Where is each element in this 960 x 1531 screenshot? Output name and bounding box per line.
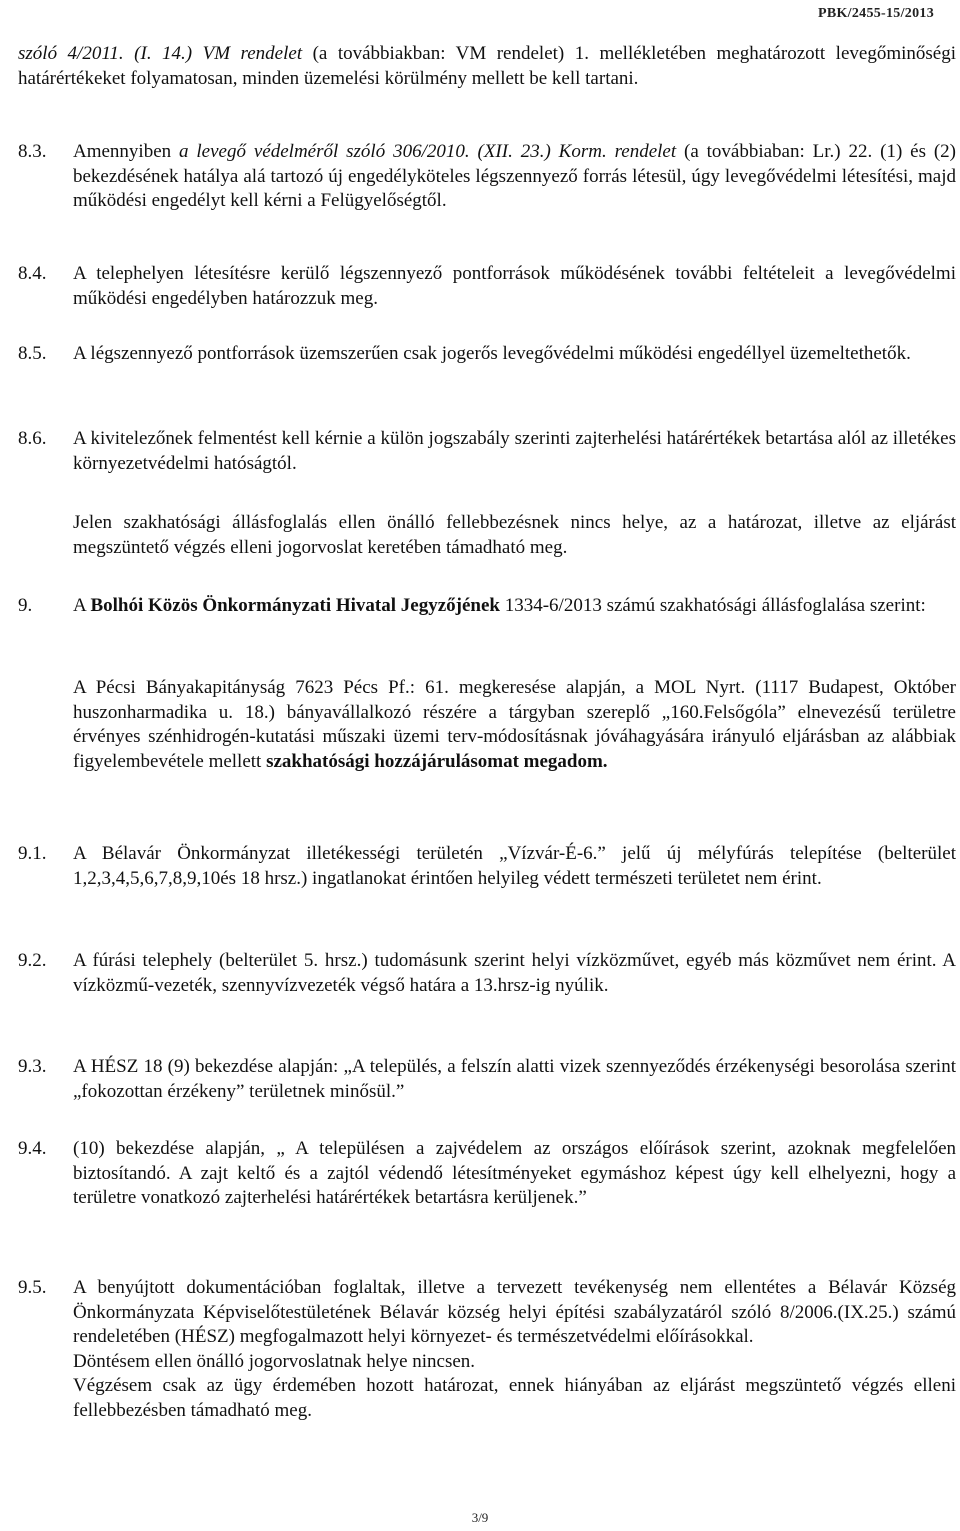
section-9: 9. A Bolhói Közös Önkormányzati Hivatal Jegyzőjének 1334-6/2013 számú szakhatósági állásfoglalása szerint: <box>18 594 956 619</box>
section-number: 9.5. <box>18 1277 47 1298</box>
section-text: A légszennyező pontforrások üzemszerűen csak jogerős levegővédelmi működési engedéllyel üzemeltethetők. <box>73 343 911 364</box>
section-text: A HÉSZ 18 (9) bekezdése alapján: „A település, a felszín alatti vizek szennyeződés érzékenységi besorolása szerint „fokozottan érzékeny” területnek minősül.” <box>73 1056 956 1102</box>
section-number: 9.1. <box>18 843 47 864</box>
section-8-5 <box>18 342 956 367</box>
section-9-5 <box>18 1276 956 1423</box>
section-number: 8.6. <box>18 428 47 449</box>
section-text: (10) bekezdése alapján, „ A településen a zajvédelem az országos előírások szerint, azoknak megfelelően biztosítandó. A zajt keltő és a zajtól védendő létesítményeket egymáshoz képest úgy kell elhelyezni, hogy a területre vonatkozó zajterhelési határértékek betartásra kerüljenek.” <box>73 1138 956 1208</box>
section-9-3 <box>18 1055 956 1104</box>
intro-paragraph: szóló 4/2011. (I. 14.) VM rendelet (a továbbiakban: VM rendelet) 1. mellékletében meghatározott levegőminőségi határértékeket folyamatosan, minden üzemelési körülmény mellett be kell tartani. <box>18 43 956 89</box>
section-text: A kivitelezőnek felmentést kell kérnie a külön jogszabály szerinti zajterhelési határértékek betartása alól az illetékes környezetvédelmi hatóságtól. <box>73 428 956 474</box>
page-number: 3/9 <box>471 1510 489 1525</box>
section-8-4 <box>18 262 956 311</box>
section-number: 8.4. <box>18 263 47 284</box>
section-8-6 <box>18 427 956 476</box>
section-9-2 <box>18 949 956 998</box>
section-9-1 <box>18 842 956 891</box>
regulation-reference: a levegő védelméről szóló 306/2010. (XII. 23.) Korm. rendelet <box>179 141 677 162</box>
section-8-3: 8.3. Amennyiben a levegő védelméről szóló 306/2010. (XII. 23.) Korm. rendelet (a továbbiaban: Lr.) 22. (1) és (2) bekezdésének hatálya alá tartozó új engedélyköteles légszennyező forrás létesül, úgy levegővédelmi létesítési, majd működési engedélyt kell kérni a Felügyelőségtől. <box>18 141 957 211</box>
consent-statement: szakhatósági hozzájárulásomat megadom. <box>266 750 608 772</box>
document-id-header: PBK/2455-15/2013 <box>817 6 934 21</box>
section-text: A Bélavár Önkormányzat illetékességi területén „Vízvár-É-6.” jelű új mélyfúrás telepítése (belterület 1,2,3,4,5,6,7,8,9,10és 18 hrsz.) ingatlanokat érintően helyileg védett természeti területet nem érint. <box>73 843 956 889</box>
section-number: 9.4. <box>18 1138 47 1159</box>
regulation-reference: szóló 4/2011. (I. 14.) VM rendelet <box>18 43 303 64</box>
appeal-note: Jelen szakhatósági állásfoglalás ellen önálló fellebbezésnek nincs helye, az a határozat, illetve az eljárást megszüntető végzés elleni jogorvoslat keretében támadható meg. <box>73 512 956 558</box>
section-number: 9.2. <box>18 950 47 971</box>
decision-note: Döntésem ellen önálló jogorvoslatnak helye nincsen. <box>73 1350 476 1372</box>
section-text: A fúrási telephely (belterület 5. hrsz.) tudomásunk szerint helyi vízközművet, egyéb más közművet nem érint. A vízközmű-vezeték, szennyvízvezeték végső határa a 13.hrsz-ig nyúlik. <box>73 950 956 996</box>
section-text: A benyújtott dokumentációban foglaltak, illetve a tervezett tevékenység nem ellentétes a Bélavár Község Önkormányzata Képviselőtestületének Bélavár község helyi építési szabályzatáról szóló 8/2006.(IX.25.) számú rendeletében (HÉSZ) megfogalmazott helyi környezet- és természetvédelmi előírásokkal. <box>73 1277 956 1347</box>
ruling-note: Végzésem csak az ügy érdemében hozott határozat, ennek hiányában az eljárást megszüntető végzés elleni fellebbezésben támadható meg. <box>73 1375 956 1421</box>
authority-name: Bolhói Közös Önkormányzati Hivatal Jegyzőjének <box>90 595 500 616</box>
section-number: 8.3. <box>18 141 47 162</box>
section-number: 9.3. <box>18 1056 47 1077</box>
section-number: 9. <box>18 595 33 616</box>
section-number: 8.5. <box>18 343 47 364</box>
section-text: A telephelyen létesítésre kerülő légszennyező pontforrások működésének további feltételeit a levegővédelmi működési engedélyben határozzuk meg. <box>73 263 956 309</box>
consent-paragraph: A Pécsi Bányakapitányság 7623 Pécs Pf.: 61. megkeresése alapján, a MOL Nyrt. (1117 Budapest, Október huszonharmadika u. 18.) bányavállalkozó részére a tárgyban szereplő „160.Felsőgóla” elnevezésű területre érvényes szénhidrogén-kutatási műszaki üzemi terv-módosításnak jóváhagyására irányuló eljárásban az alábbiak figyelembevétele mellett szakhatósági hozzájárulásomat megadom. <box>73 677 956 772</box>
section-9-4 <box>18 1137 956 1211</box>
